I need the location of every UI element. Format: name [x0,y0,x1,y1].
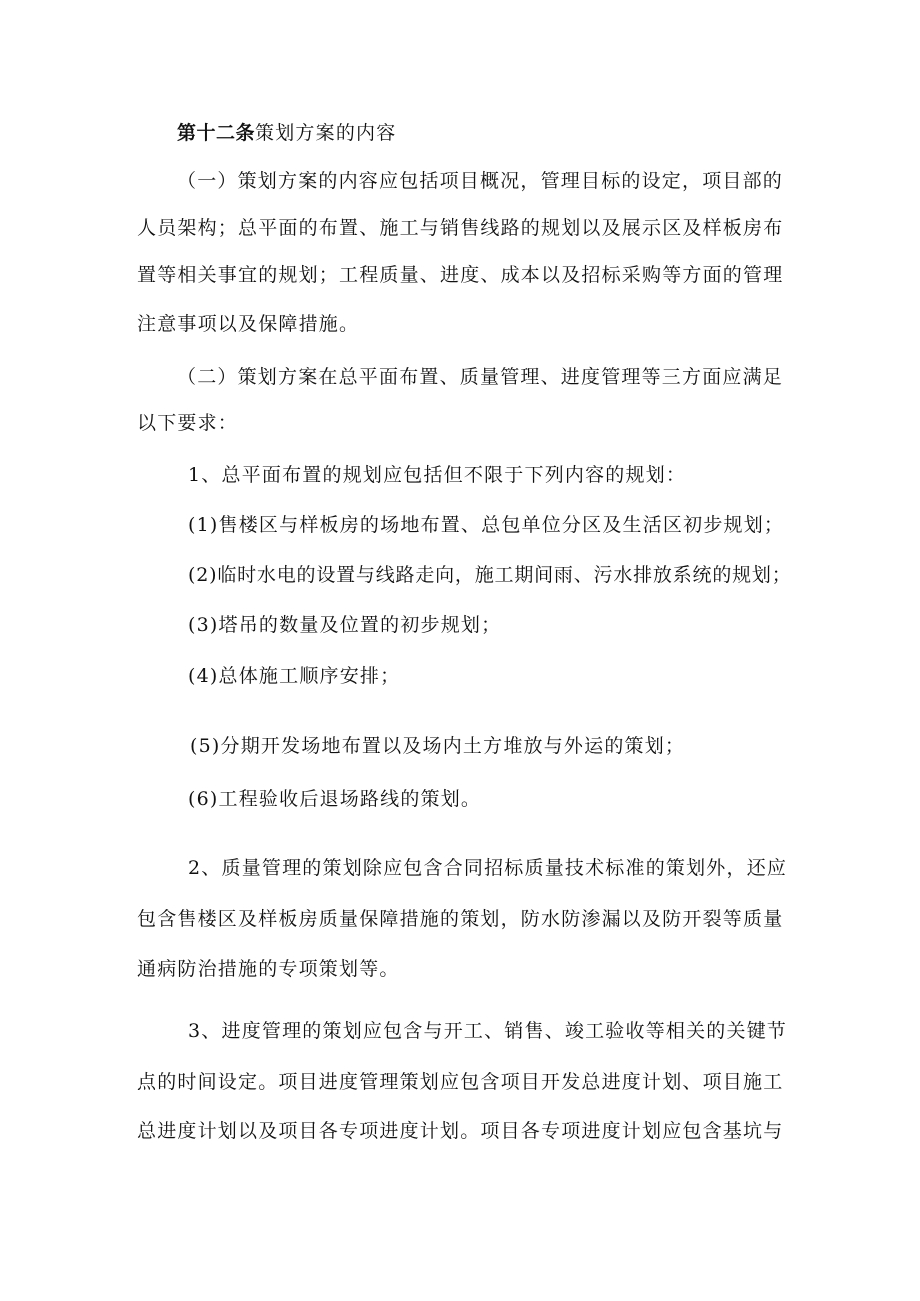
article-heading [177,120,396,146]
section1-line: 人员架构；总平面的布置、施工与销售线路的规划以及展示区及样板房布 [137,217,784,239]
section1-line: （一）策划方案的内容应包括项目概况，管理目标的设定，项目部的 [177,170,784,192]
item3-line: 3、进度管理的策划应包含与开工、销售、竣工验收等相关的关键节 [188,1020,788,1042]
subitem: (2)临时水电的设置与线路走向，施工期间雨、污水排放系统的规划； [188,564,792,586]
item2-line: 包含售楼区及样板房质量保障措施的策划，防水防渗漏以及防开裂等质量 [137,908,784,930]
item3-line: 总进度计划以及项目各专项进度计划。项目各专项进度计划应包含基坑与 [137,1120,784,1142]
section2-line: （二）策划方案在总平面布置、质量管理、进度管理等三方面应满足 [177,366,784,388]
section1-line: 注意事项以及保障措施。 [137,313,360,335]
subitem: (3)塔吊的数量及位置的初步规划； [188,614,502,636]
article-number: 第十二条 [177,122,256,144]
subitem: (4)总体施工顺序安排； [188,665,401,687]
item3-line: 点的时间设定。项目进度管理策划应包含项目开发总进度计划、项目施工 [137,1071,784,1093]
section2-line: 以下要求： [137,412,239,434]
item2-line: 通病防治措施的专项策划等。 [137,958,400,980]
item1-heading: 1、总平面布置的规划应包括但不限于下列内容的规划： [188,464,687,486]
subitem: (1)售楼区与样板房的场地布置、总包单位分区及生活区初步规划； [188,514,785,536]
section1-line: 置等相关事宜的规划；工程质量、进度、成本以及招标采购等方面的管理 [137,264,784,286]
item2-line: 2、质量管理的策划除应包含合同招标质量技术标准的策划外，还应 [188,857,788,879]
subitem: (6)工程验收后退场路线的策划。 [188,788,482,810]
article-title: 策划方案的内容 [255,122,397,144]
subitem: (5)分期开发场地布置以及场内土方堆放与外运的策划； [190,735,686,757]
